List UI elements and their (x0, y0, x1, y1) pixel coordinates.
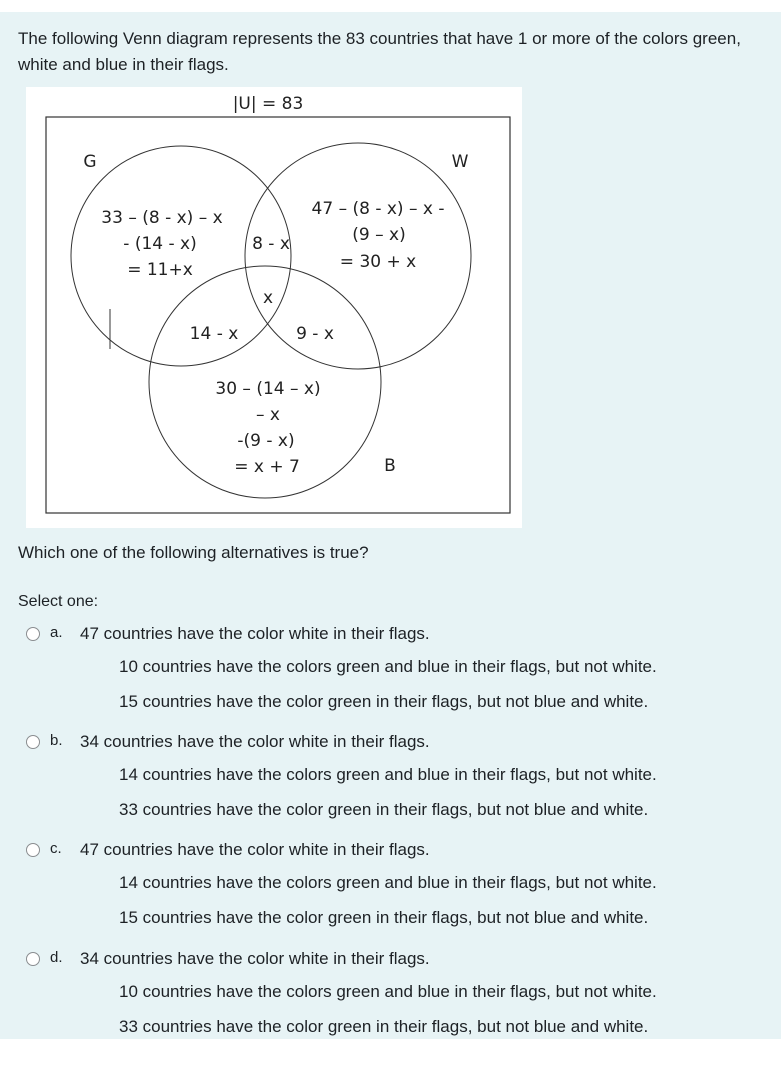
region-g-only-line1: 33 – (8 - x) – x (101, 208, 223, 228)
region-b-only-line1: 30 – (14 – x) (215, 379, 321, 399)
option-line: 10 countries have the colors green and blue in their flags, but not white. (119, 657, 657, 676)
option-line: 47 countries have the color white in their flags. (80, 840, 430, 859)
option-letter: a. (50, 624, 63, 641)
region-b-only-line3: -(9 - x) (237, 431, 295, 451)
region-b-only-line4: = x + 7 (234, 457, 300, 477)
select-one-label: Select one: (18, 593, 99, 610)
region-center: x (262, 288, 274, 308)
label-g: G (83, 152, 97, 172)
option-letter: c. (50, 840, 62, 857)
option-line: 10 countries have the colors green and blue in their flags, but not white. (119, 982, 657, 1001)
option-line: 34 countries have the color white in their flags. (80, 949, 430, 968)
option-line: 47 countries have the color white in their flags. (80, 624, 430, 643)
region-wb: 9 - x (296, 324, 334, 344)
option-line: 14 countries have the colors green and blue in their flags, but not white. (119, 765, 657, 784)
label-b: B (384, 456, 396, 476)
option-line: 34 countries have the color white in their flags. (80, 732, 430, 751)
region-g-only-line2: - (14 - x) (123, 234, 197, 254)
option-line: 33 countries have the color green in their flags, but not blue and white. (119, 800, 649, 819)
radio-a[interactable] (26, 627, 40, 641)
option-line: 14 countries have the colors green and blue in their flags, but not white. (119, 873, 657, 892)
option-letter: b. (50, 732, 63, 749)
region-b-only-line2: – x (256, 405, 280, 425)
region-gb: 14 - x (189, 324, 239, 344)
option-line: 15 countries have the color green in their flags, but not blue and white. (119, 908, 649, 927)
region-w-only-line3: = 30 + x (339, 252, 417, 272)
question-intro: The following Venn diagram represents the 83 countries that have 1 or more of the colors green, white and blue in their flags. (18, 29, 741, 74)
radio-b[interactable] (26, 735, 40, 749)
universe-label: |U| = 83 (232, 94, 304, 114)
region-gw: 8 - x (252, 234, 290, 254)
label-w: W (451, 152, 469, 172)
option-line: 15 countries have the color green in their flags, but not blue and white. (119, 692, 649, 711)
radio-d[interactable] (26, 952, 40, 966)
circle-g (71, 146, 291, 366)
region-w-only-line1: 47 – (8 - x) – x - (311, 199, 445, 219)
option-line: 33 countries have the color green in their flags, but not blue and white. (119, 1017, 649, 1036)
region-g-only-line3: = 11+x (127, 260, 193, 280)
venn-diagram (26, 87, 522, 528)
question-prompt: Which one of the following alternatives is true? (18, 543, 369, 562)
radio-c[interactable] (26, 843, 40, 857)
region-w-only-line2: (9 – x) (352, 225, 406, 245)
option-letter: d. (50, 949, 63, 966)
